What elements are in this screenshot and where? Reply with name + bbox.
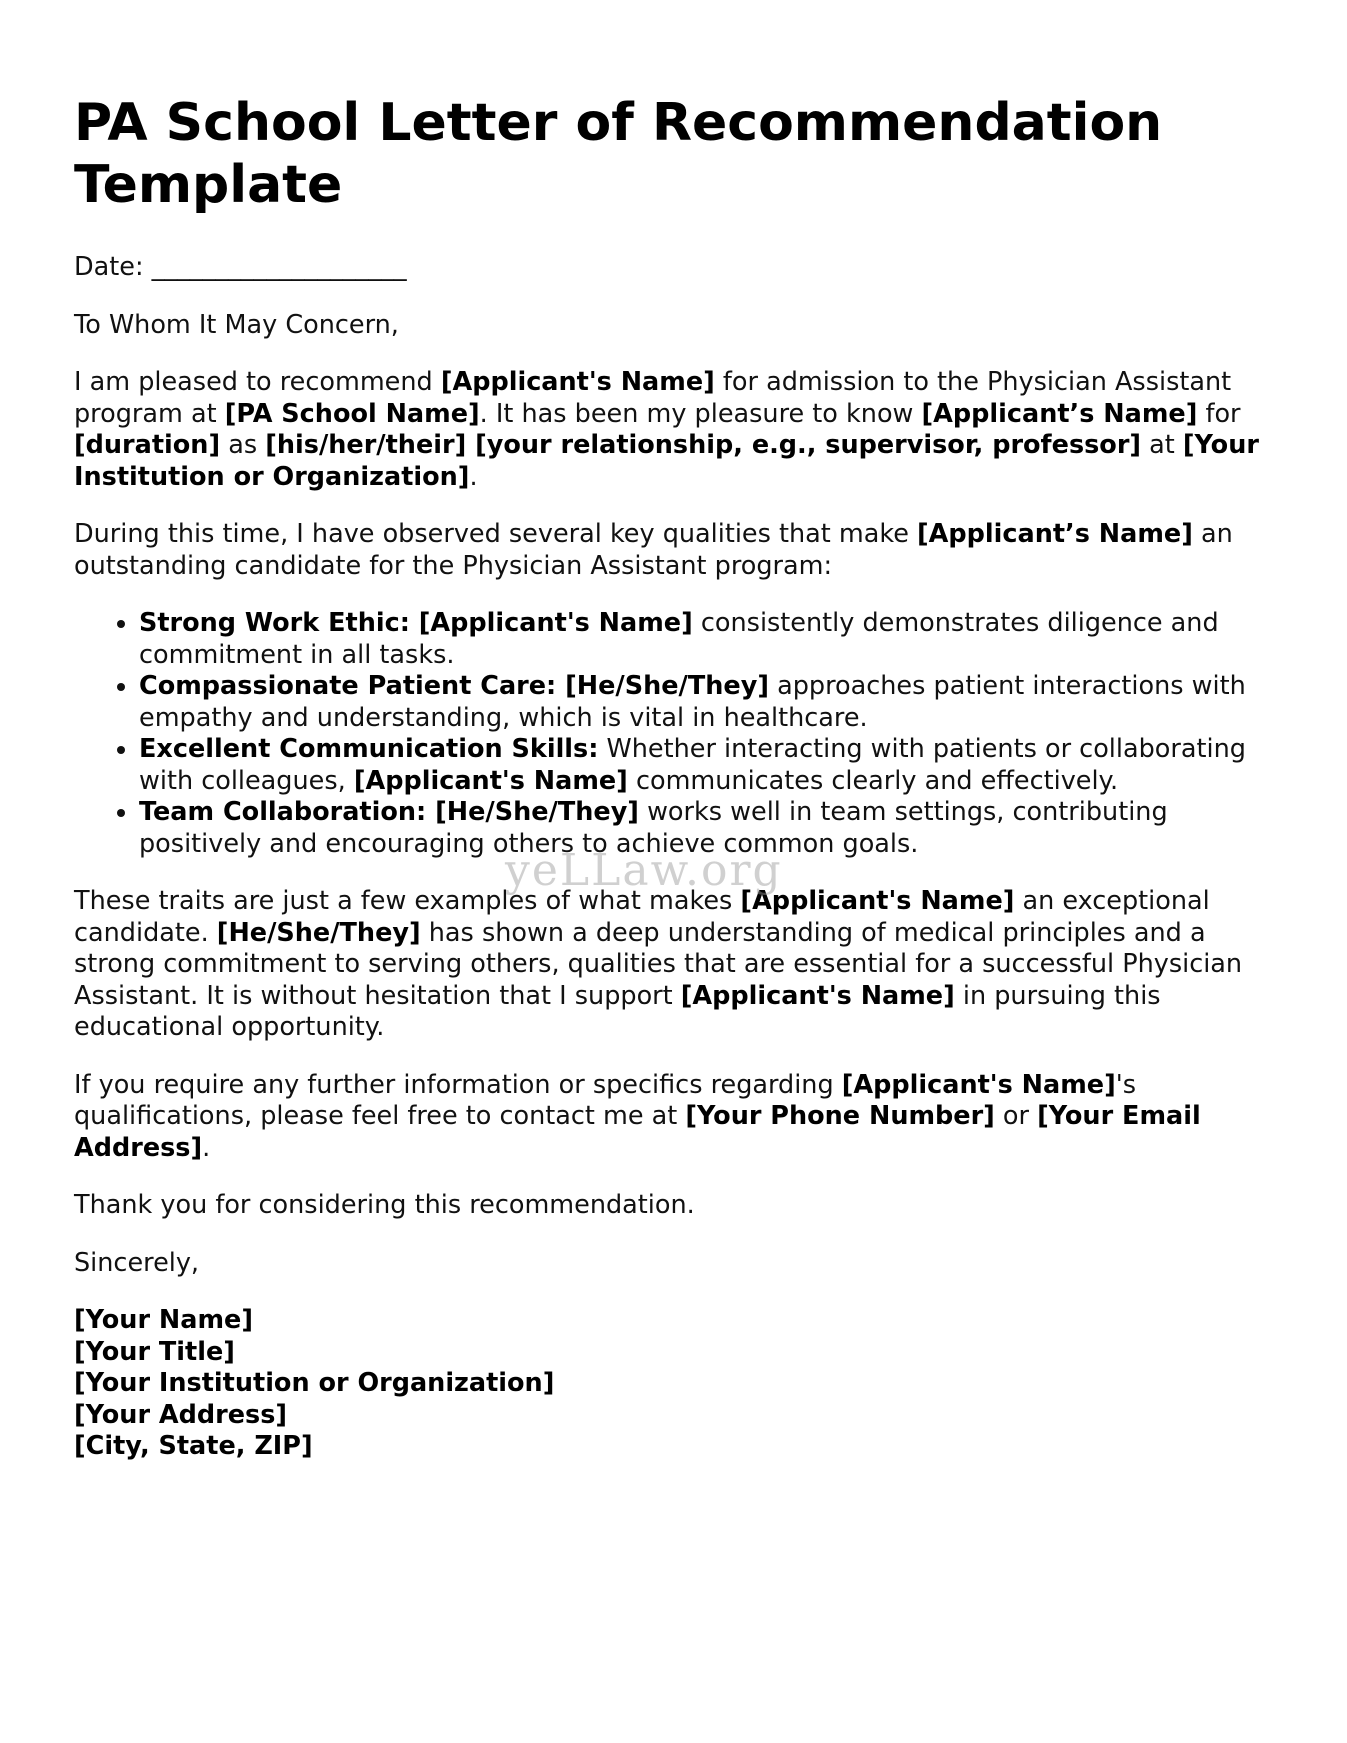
text: or bbox=[994, 1101, 1038, 1131]
text: . bbox=[202, 1132, 211, 1163]
placeholder-applicant-name: [Applicant's Name] bbox=[440, 367, 715, 397]
placeholder-applicant-name: [Applicant's Name] bbox=[353, 765, 628, 796]
signature-block bbox=[74, 1305, 1274, 1463]
list-item bbox=[139, 734, 1274, 797]
signature-name: [Your Name] bbox=[74, 1305, 253, 1335]
closing-line: Sincerely, bbox=[74, 1247, 200, 1278]
text: at bbox=[1141, 430, 1183, 460]
salutation: To Whom It May Concern, bbox=[74, 309, 399, 340]
quality-text: approaches patient interactions with empathy and understanding, which is vital in healthcare. bbox=[139, 671, 1246, 733]
placeholder-email: [Your Email Address] bbox=[74, 1101, 1201, 1163]
date-label: Date: bbox=[74, 252, 144, 282]
text: for bbox=[1197, 398, 1241, 429]
text: as bbox=[220, 430, 266, 460]
signature-address: [Your Address] bbox=[74, 1399, 288, 1430]
text: . bbox=[469, 461, 478, 492]
placeholder-duration: [duration] bbox=[74, 430, 221, 460]
placeholder-institution: [Your Institution or Organization] bbox=[74, 430, 1259, 492]
text: . It has been my pleasure to know bbox=[479, 398, 922, 429]
watermark: yeLLaw.org bbox=[505, 845, 783, 896]
quality-heading: Compassionate Patient Care: [He/She/They] bbox=[139, 671, 769, 701]
placeholder-school-name: [PA School Name] bbox=[224, 398, 480, 429]
date-line bbox=[74, 252, 1274, 284]
date-blank: ____________________ bbox=[151, 252, 407, 282]
quality-heading: Excellent Communication Skills: bbox=[139, 734, 599, 764]
signature-title: [Your Title] bbox=[74, 1336, 235, 1367]
quality-text: Whether interacting with patients or collaborating with colleagues, bbox=[139, 734, 1246, 796]
text: 's qualifications, please feel free to contact me at bbox=[74, 1069, 1137, 1131]
text: I am pleased to recommend bbox=[74, 367, 441, 397]
page-title: PA School Letter of Recommendation Template bbox=[74, 93, 1163, 215]
text: in pursuing this educational opportunity. bbox=[74, 980, 1161, 1042]
signature-city: [City, State, ZIP] bbox=[74, 1431, 313, 1461]
quality-heading: Team Collaboration: [He/She/They] bbox=[139, 797, 639, 827]
text: an outstanding candidate for the Physician Assistant program: bbox=[74, 519, 1233, 581]
qualities-list bbox=[74, 608, 1274, 860]
letter-page bbox=[74, 92, 1274, 1463]
placeholder-relationship: [his/her/their] [your relationship, e.g., supervisor, professor] bbox=[265, 430, 1142, 460]
traits-paragraph bbox=[74, 886, 1274, 1044]
placeholder-applicant-name: [Applicant’s Name] bbox=[917, 519, 1193, 549]
text: If you require any further information or specifics regarding bbox=[74, 1069, 842, 1100]
text: an exceptional candidate. bbox=[74, 886, 1210, 948]
text: for admission to the Physician Assistant program at bbox=[74, 367, 1232, 429]
quality-text: communicates clearly and effectively. bbox=[627, 765, 1119, 796]
placeholder-phone: [Your Phone Number] bbox=[685, 1101, 995, 1131]
qualities-intro-paragraph bbox=[74, 519, 1274, 582]
text: has shown a deep understanding of medical principles and a strong commitment to serving others, qualities that are essential for a successful Physician Assistant. It is without hesitation that I support bbox=[74, 917, 1243, 1011]
text: These traits are just a few examples of what makes bbox=[74, 886, 741, 916]
placeholder-applicant-name: [Applicant’s Name] bbox=[921, 398, 1198, 429]
signature-institution: [Your Institution or Organization] bbox=[74, 1368, 555, 1398]
placeholder-pronoun: [He/She/They] bbox=[216, 917, 421, 948]
quality-text: consistently demonstrates diligence and commitment in all tasks. bbox=[139, 608, 1219, 670]
text: During this time, I have observed several key qualities that make bbox=[74, 519, 918, 549]
placeholder-applicant-name: [Applicant's Name] bbox=[740, 886, 1015, 916]
placeholder-applicant-name: [Applicant's Name] bbox=[841, 1069, 1116, 1100]
intro-paragraph bbox=[74, 367, 1274, 493]
placeholder-applicant-name: [Applicant's Name] bbox=[680, 980, 955, 1011]
quality-text: works well in team settings, contributing positively and encouraging others to achieve common goals. bbox=[139, 797, 1168, 859]
contact-paragraph bbox=[74, 1070, 1274, 1165]
list-item bbox=[139, 797, 1274, 860]
list-item bbox=[139, 671, 1274, 734]
quality-heading: Strong Work Ethic: [Applicant's Name] bbox=[139, 608, 693, 638]
list-item bbox=[139, 608, 1274, 671]
thanks-line: Thank you for considering this recommendation. bbox=[74, 1190, 695, 1220]
